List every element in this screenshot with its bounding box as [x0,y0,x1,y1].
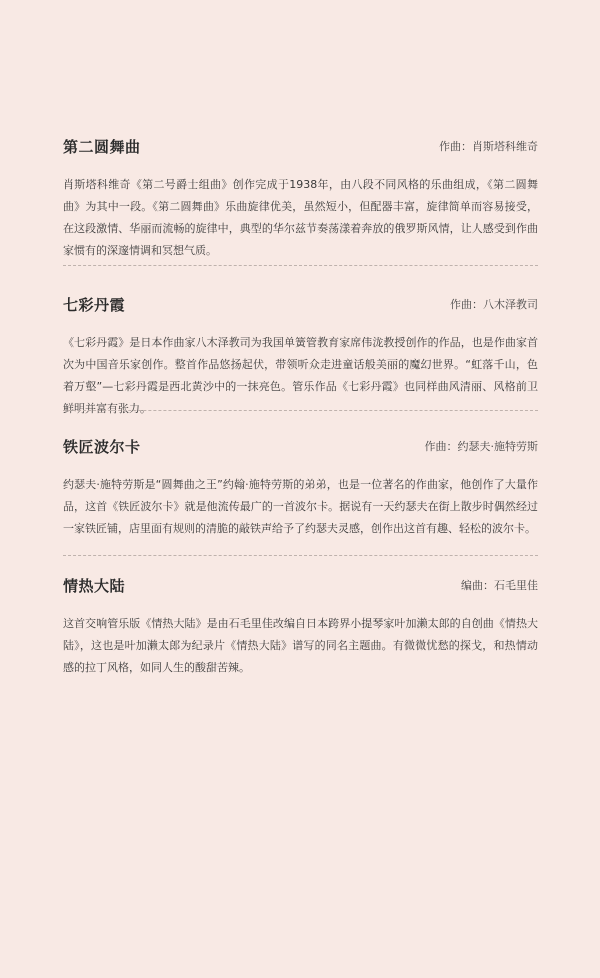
piece-blacksmith-polka [63,436,538,540]
piece-title: 情热大陆 [63,577,126,595]
piece-title: 第二圆舞曲 [63,138,141,156]
section-divider [63,410,538,411]
piece-credit: 作曲：肖斯塔科维奇 [439,140,538,153]
piece-credit: 编曲：石毛里佳 [461,579,538,592]
piece-description: 《七彩丹霞》是日本作曲家八木泽教司为我国单簧管教育家席伟泷教授创作的作品，也是作曲家首次为中国音乐家创作。整首作品悠扬起伏，带领听众走进童话般美丽的魔幻世界。“虹落千山，色着万壑”—七彩丹霞是西北黄沙中的一抹亮色。管乐作品《七彩丹霞》也同样曲风清丽、风格前卫鲜明并富有张力。 [63,336,538,415]
piece-credit: 作曲：约瑟夫·施特劳斯 [424,440,538,453]
piece-header [63,294,538,316]
piece-danxia [63,294,538,420]
piece-passion-continent [63,575,538,679]
section-divider [63,265,538,266]
piece-credit: 作曲：八木泽教司 [450,298,538,311]
piece-second-waltz [63,136,538,262]
piece-description: 约瑟夫·施特劳斯是“圆舞曲之王”约翰·施特劳斯的弟弟，也是一位著名的作曲家，他创作了大量作品，这首《铁匠波尔卡》就是他流传最广的一首波尔卡。据说有一天约瑟夫在街上散步时偶然经过一家铁匠铺，店里面有规则的清脆的敲铁声给予了约瑟夫灵感，创作出这首有趣、轻松的波尔卡。 [63,478,538,535]
piece-header [63,436,538,458]
piece-header [63,575,538,597]
piece-description: 肖斯塔科维奇《第二号爵士组曲》创作完成于1938年，由八段不同风格的乐曲组成，《第二圆舞曲》为其中一段。《第二圆舞曲》乐曲旋律优美，虽然短小，但配器丰富，旋律简单而容易接受，在这段激情、华丽而流畅的旋律中，典型的华尔兹节奏荡漾着奔放的俄罗斯风情，让人感受到作曲家惯有的深邃情调和冥想气质。 [63,178,538,257]
piece-title: 七彩丹霞 [63,296,126,314]
piece-header [63,136,538,158]
section-divider [63,555,538,556]
piece-description: 这首交响管乐版《情热大陆》是由石毛里佳改编自日本跨界小提琴家叶加濑太郎的自创曲《情热大陆》，这也是叶加濑太郎为纪录片《情热大陆》谱写的同名主题曲。有微微忧愁的探戈，和热情动感的拉丁风格，如同人生的酸甜苦辣。 [63,617,538,674]
piece-title: 铁匠波尔卡 [63,438,141,456]
